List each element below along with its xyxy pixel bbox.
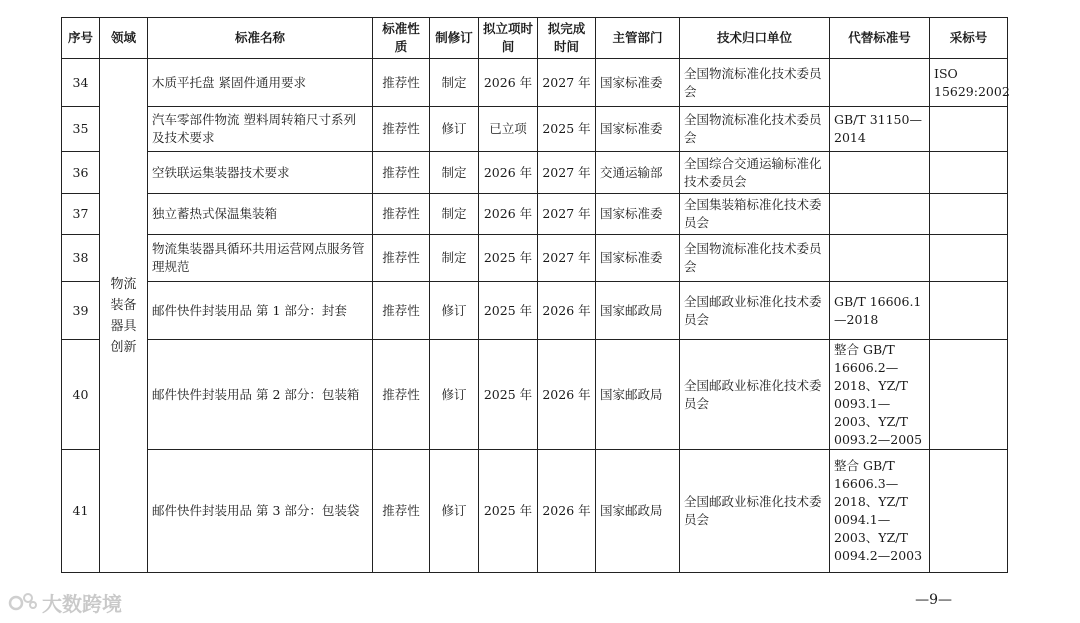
cell-nature: 推荐性 (373, 194, 430, 235)
cell-adopt (930, 340, 1008, 450)
page-number: —9— (915, 592, 952, 608)
table-row (62, 282, 1008, 340)
cell-project: 2025 年 (479, 340, 538, 450)
cell-replace (830, 59, 930, 107)
cell-seq: 39 (62, 282, 100, 340)
cell-nature: 推荐性 (373, 282, 430, 340)
standards-table (61, 17, 1008, 573)
cell-finish: 2027 年 (538, 194, 596, 235)
table-row (62, 152, 1008, 194)
cell-seq: 40 (62, 340, 100, 450)
watermark-text: 大数跨境 (42, 592, 122, 616)
cell-adopt (930, 235, 1008, 282)
cell-tc: 全国邮政业标准化技术委员会 (680, 450, 830, 573)
header-nature: 标准性质 (373, 18, 430, 59)
cell-name: 独立蓄热式保温集装箱 (148, 194, 373, 235)
cell-replace: 整合 GB/T 16606.3—2018、YZ/T 0094.1—2003、YZ/T 0094.2—2003 (830, 450, 930, 573)
cell-name: 物流集装器具循环共用运营网点服务管理规范 (148, 235, 373, 282)
header-replace: 代替标准号 (830, 18, 930, 59)
header-adopt: 采标号 (930, 18, 1008, 59)
cell-dept: 国家邮政局 (596, 450, 680, 573)
cell-nature: 推荐性 (373, 235, 430, 282)
cell-seq: 41 (62, 450, 100, 573)
header-dept: 主管部门 (596, 18, 680, 59)
cell-seq: 37 (62, 194, 100, 235)
cell-name: 邮件快件封装用品 第 1 部分：封套 (148, 282, 373, 340)
cell-adopt (930, 282, 1008, 340)
cell-project: 2025 年 (479, 450, 538, 573)
cell-finish: 2025 年 (538, 107, 596, 152)
header-finish-time: 拟完成时间 (538, 18, 596, 59)
cell-revise: 修订 (430, 450, 479, 573)
header-seq: 序号 (62, 18, 100, 59)
domain-cell: 物流装备器具创新 (100, 59, 148, 573)
cell-dept: 国家标准委 (596, 194, 680, 235)
cell-seq: 34 (62, 59, 100, 107)
cell-revise: 制定 (430, 194, 479, 235)
cell-replace: 整合 GB/T 16606.2—2018、YZ/T 0093.1—2003、YZ/T 0093.2—2005 (830, 340, 930, 450)
cell-tc: 全国邮政业标准化技术委员会 (680, 340, 830, 450)
table-row (62, 107, 1008, 152)
cell-dept: 国家标准委 (596, 235, 680, 282)
cell-name: 木质平托盘 紧固件通用要求 (148, 59, 373, 107)
table-row (62, 340, 1008, 450)
cell-project: 2026 年 (479, 152, 538, 194)
cell-revise: 制定 (430, 235, 479, 282)
cell-nature: 推荐性 (373, 340, 430, 450)
cell-tc: 全国物流标准化技术委员会 (680, 59, 830, 107)
cell-project: 2026 年 (479, 59, 538, 107)
table-row (62, 450, 1008, 573)
cell-dept: 国家邮政局 (596, 340, 680, 450)
cell-revise: 制定 (430, 59, 479, 107)
cell-project: 2025 年 (479, 235, 538, 282)
cell-seq: 35 (62, 107, 100, 152)
cell-project: 2025 年 (479, 282, 538, 340)
cell-nature: 推荐性 (373, 59, 430, 107)
table-header-row (62, 18, 1008, 59)
cell-finish: 2027 年 (538, 152, 596, 194)
cell-adopt (930, 194, 1008, 235)
cell-revise: 修订 (430, 107, 479, 152)
cell-nature: 推荐性 (373, 450, 430, 573)
cell-name: 邮件快件封装用品 第 2 部分：包装箱 (148, 340, 373, 450)
cell-dept: 国家标准委 (596, 107, 680, 152)
cell-revise: 制定 (430, 152, 479, 194)
cell-finish: 2027 年 (538, 59, 596, 107)
watermark-logo-icon (8, 591, 38, 615)
cell-project: 已立项 (479, 107, 538, 152)
header-name: 标准名称 (148, 18, 373, 59)
cell-nature: 推荐性 (373, 152, 430, 194)
cell-finish: 2027 年 (538, 235, 596, 282)
cell-nature: 推荐性 (373, 107, 430, 152)
table-row (62, 194, 1008, 235)
header-domain: 领域 (100, 18, 148, 59)
cell-dept: 国家标准委 (596, 59, 680, 107)
cell-adopt (930, 107, 1008, 152)
cell-tc: 全国物流标准化技术委员会 (680, 235, 830, 282)
cell-replace: GB/T 16606.1—2018 (830, 282, 930, 340)
header-tc: 技术归口单位 (680, 18, 830, 59)
cell-finish: 2026 年 (538, 282, 596, 340)
cell-adopt (930, 450, 1008, 573)
table-row (62, 235, 1008, 282)
cell-finish: 2026 年 (538, 340, 596, 450)
cell-adopt: ISO 15629:2002 (930, 59, 1008, 107)
table-row (62, 59, 1008, 107)
watermark (8, 588, 122, 617)
cell-revise: 修订 (430, 340, 479, 450)
cell-project: 2026 年 (479, 194, 538, 235)
cell-replace: GB/T 31150—2014 (830, 107, 930, 152)
cell-tc: 全国集装箱标准化技术委员会 (680, 194, 830, 235)
cell-seq: 36 (62, 152, 100, 194)
cell-replace (830, 235, 930, 282)
header-project-time: 拟立项时间 (479, 18, 538, 59)
cell-seq: 38 (62, 235, 100, 282)
cell-replace (830, 194, 930, 235)
cell-replace (830, 152, 930, 194)
header-revise: 制修订 (430, 18, 479, 59)
cell-name: 空铁联运集装器技术要求 (148, 152, 373, 194)
cell-name: 汽车零部件物流 塑料周转箱尺寸系列及技术要求 (148, 107, 373, 152)
cell-tc: 全国综合交通运输标准化技术委员会 (680, 152, 830, 194)
cell-dept: 国家邮政局 (596, 282, 680, 340)
cell-dept: 交通运输部 (596, 152, 680, 194)
cell-tc: 全国物流标准化技术委员会 (680, 107, 830, 152)
cell-revise: 修订 (430, 282, 479, 340)
cell-adopt (930, 152, 1008, 194)
cell-finish: 2026 年 (538, 450, 596, 573)
cell-tc: 全国邮政业标准化技术委员会 (680, 282, 830, 340)
cell-name: 邮件快件封装用品 第 3 部分：包装袋 (148, 450, 373, 573)
